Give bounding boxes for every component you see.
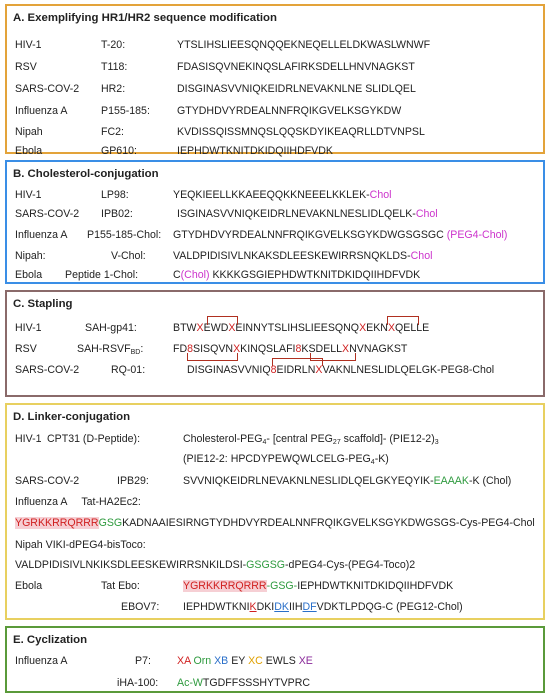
virus-label: HIV-1 xyxy=(15,39,42,51)
panel-e-title: E. Cyclization xyxy=(13,634,88,646)
linker: GSGSG xyxy=(246,559,286,571)
peptide-label: T-20: xyxy=(101,39,126,51)
staple-bracket xyxy=(187,353,238,361)
panel-a xyxy=(5,4,545,157)
sequence-prefix: C xyxy=(173,269,181,281)
sequence: YTSLIHSLIEESQNQQEKNEQELLELDKWASLWNWF xyxy=(177,39,431,51)
virus-label: RSV xyxy=(15,61,37,73)
sequence: Cholesterol-$PEG_4-$ [central $PEG_{27}$ scaffold]- $(PIE12-2)_3$ xyxy=(183,433,439,446)
sequence: DISGINASVVNIQKEIDRLNEVAKNLNE SLIDLQEL xyxy=(177,83,416,95)
linker: GSG xyxy=(98,517,123,529)
panel-e xyxy=(5,626,545,693)
sequence: FDASISQVNEKINQSLAFIRKSDELLHNVNAGKST xyxy=(177,61,415,73)
peptide-label: LP98: xyxy=(101,189,129,201)
peptide-label: Peptide 1-Chol: xyxy=(65,269,139,281)
peptide-label: CPT31 (D-Peptide): xyxy=(47,433,141,445)
virus-label: Ebola xyxy=(15,145,43,157)
peptide-label: EBOV7: xyxy=(121,601,160,613)
peptide-label: GP610: xyxy=(101,145,137,157)
crosslink-residue: K xyxy=(249,601,257,613)
linker: EAAAK xyxy=(433,475,469,487)
peptide-label: IPB02: xyxy=(101,208,133,220)
peptide-label: iHA-100: xyxy=(117,677,159,689)
virus-label: Ebola xyxy=(15,269,43,281)
sequence: GTYDHDVYRDEALNNFRQIKGVELKSGYKDWGSGSGC xyxy=(173,229,444,241)
peptide-label: P155-185-Chol: xyxy=(87,229,162,241)
peptide-label: T118: xyxy=(101,61,128,73)
staple-residue: X xyxy=(359,322,367,334)
tat-sequence: YGRKKRRQRRR xyxy=(183,580,267,592)
peptide-label: P155-185: xyxy=(101,105,150,117)
virus-label: SARS-COV-2 xyxy=(15,475,80,487)
peptide-label: SAH-$RSVF_{BD}$: xyxy=(77,343,144,356)
virus-label: SARS-COV-2 xyxy=(15,364,80,376)
sequence: XA Orn XB EY XC EWLS XE xyxy=(177,655,313,667)
staple-residue: X xyxy=(315,364,323,376)
virus-label: Nipah xyxy=(15,126,43,138)
virus-peptide-label: Nipah VIKI-dPEG4-bisToco: xyxy=(15,539,146,551)
staple-residue: X xyxy=(387,322,396,334)
sequence: GTYDHDVYRDEALNNFRQIKGVELKSGYKDW xyxy=(177,105,402,117)
panel-b xyxy=(5,160,545,284)
virus-label: HIV-1 xyxy=(15,189,42,201)
crosslink-residue: DK xyxy=(274,601,289,613)
peptide-label: V-Chol: xyxy=(111,250,146,262)
peptide-label: HR2: xyxy=(101,83,126,95)
sequence: SVVNIQKEIDRLNEVAKNLNESLIDLQELGKYEQYIK- xyxy=(183,475,434,487)
sequence: (PIE12-2: HPCDYPEWQWLCELG-$PEG_4-K$) xyxy=(183,453,389,466)
sequence: YEQKIEELLKKAEEQQKKNEEELKKLEK- xyxy=(173,189,370,201)
sequence: ISGINASVVNIQKEIDRLNEVAKNLNESLIDLQELK- xyxy=(177,208,416,220)
panel-a-title: A. Exemplifying HR1/HR2 sequence modification xyxy=(13,12,277,24)
staple-bracket xyxy=(207,316,238,325)
staple-residue: X xyxy=(233,343,241,355)
crosslink-residue: DF xyxy=(302,601,317,613)
panel-c: C. Stapling HIV-1 SAH-gp41: BTWXEWDXEINNYTSLIHSLIEESQNQXEKNXQELLE RSV SAH-$RSVF_{BD}$: FD8SISQVNXKINQSLAFI8KSDELLXNVNAGKST SARS-COV-2 RQ-01: DISGINASVVNIQ8EIDRLNXVAKNLNESLIDLQELGK-PEG8-Chol xyxy=(5,290,545,397)
panel-c-title: C. Stapling xyxy=(13,298,73,310)
virus-label: RSV xyxy=(15,343,37,355)
tat-sequence: YGRKKRRQRRR xyxy=(15,517,99,529)
panel-d xyxy=(5,403,545,620)
chol-tag: (Chol) xyxy=(180,269,210,281)
peptide-label: IPB29: xyxy=(117,475,149,487)
virus-label: SARS-COV-2 xyxy=(15,83,80,95)
peptide-label: Tat Ebo: xyxy=(101,580,140,592)
sequence: KADNAAIESIRNGTYDHDVYRDEALNNFRQIKGVELKSGYKDWGSGS-Cys-PEG4-Chol xyxy=(122,517,535,529)
sequence: VALDPIDISIVLNKAKSDLEESKEWIRRSNQKLDS- xyxy=(173,250,411,262)
virus-peptide-label: Influenza A Tat-HA2Ec2: xyxy=(15,496,141,508)
virus-label: Influenza A xyxy=(15,229,68,241)
sequence: IEPHDWTKNITDKIDQIIHDFVDK xyxy=(297,580,454,592)
chol-tag: Chol xyxy=(410,250,433,262)
staple-bracket xyxy=(272,358,323,366)
sequence: IEPHDWTKNITDKIDQIIHDFVDK xyxy=(177,145,333,157)
virus-label: Influenza A xyxy=(15,655,68,667)
virus-label: Nipah: xyxy=(15,250,46,262)
staple-residue: 8 xyxy=(187,343,194,355)
staple-residue: X xyxy=(196,322,204,334)
staple-residue: X xyxy=(228,322,236,334)
peptide-label: RQ-01: xyxy=(111,364,146,376)
peptide-label: P7: xyxy=(135,655,151,667)
sequence: IEPHDWTKNIKDKIDKIIHDFVDKTLPDQG-C (PEG12-Chol) xyxy=(183,601,463,613)
staple-residue: X xyxy=(342,343,350,355)
sequence: TGDFFSSSHYTVPRC xyxy=(202,677,311,689)
chol-tag: Chol xyxy=(415,208,438,220)
sequence-tail: -K (Chol) xyxy=(468,475,512,487)
linker: -GSG- xyxy=(266,580,298,592)
virus-label: Ebola xyxy=(15,580,43,592)
sequence-tail: -dPEG4-Cys-(PEG4-Toco)2 xyxy=(285,559,416,571)
virus-label: SARS-COV-2 xyxy=(15,208,80,220)
staple-bracket xyxy=(387,316,419,325)
peptide-label: SAH-gp41: xyxy=(85,322,137,334)
virus-label: HIV-1 xyxy=(15,322,42,334)
panel-b-title: B. Cholesterol-conjugation xyxy=(13,168,159,180)
acetyl-prefix: Ac-W xyxy=(177,677,203,689)
sequence: VALDPIDISIVLNKIKSDLEESKEWIRRSNKILDSI- xyxy=(15,559,247,571)
staple-residue: 8 xyxy=(270,364,277,376)
virus-label: HIV-1 xyxy=(15,433,42,445)
staple-residue: 8 xyxy=(295,343,302,355)
sequence: KKKKGSGIEPHDWTKNITDKIDQIIHDFVDK xyxy=(209,269,421,281)
peg-chol-tag: (PEG4-Chol) xyxy=(446,229,508,241)
panel-d-title: D. Linker-conjugation xyxy=(13,411,131,423)
virus-label: Influenza A xyxy=(15,105,68,117)
chol-tag: Chol xyxy=(369,189,392,201)
peptide-label: FC2: xyxy=(101,126,124,138)
sequence: KVDISSQISSMNQSLQQSKDYIKEAQRLLDTVNPSL xyxy=(177,126,425,138)
